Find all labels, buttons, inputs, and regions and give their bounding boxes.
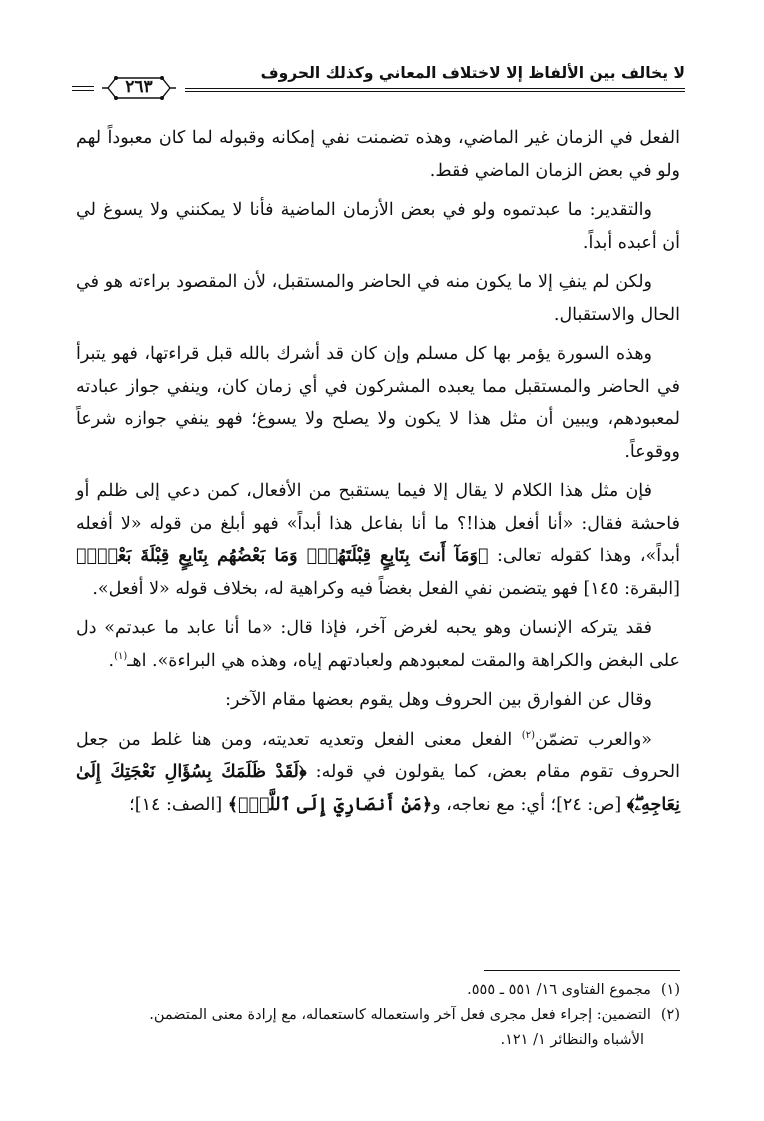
footnotes: [76, 978, 680, 1053]
footnote-text: التضمين: إجراء فعل مجرى فعل آخر واستعماله كاستعماله، مع إرادة معنى المتضمن.: [149, 1007, 651, 1023]
footnote-2-continuation: الأشباه والنظائر ١/ ١٢١.: [500, 1032, 644, 1048]
footnote-separator: [484, 970, 680, 971]
paragraph-1: الفعل في الزمان غير الماضي، وهذه تضمنت نفي إمكانه وقبوله لما كان معبوداً لهم ولو في بعض الزمان الماضي فقط.: [76, 128, 680, 181]
footnote-ref-1: (١): [114, 650, 128, 662]
header-rule-left: [72, 86, 94, 91]
footnote-1: [76, 978, 680, 1003]
paragraph-5-text-b: [البقرة: ١٤٥] فهو يتضمن نفي الفعل بغضاً فيه وكراهية له، بخلاف قوله «لا أفعل».: [92, 578, 680, 599]
paragraph-5-text-a: فإن مثل هذا الكلام لا يقال إلا فيما يستقبح من الأفعال، كمن دعي إلى ظلم أو فاحشة فقال: «أنا أفعل هذا!؟ ما أنا بفاعل هذا أبداً» فهو أبلغ من قوله «لا أفعله أبداً»، وهذا كقوله تعالى:: [76, 481, 680, 566]
paragraph-6-end: .: [108, 650, 115, 671]
footnote-number: (١): [660, 982, 680, 998]
footnote-2: [76, 1003, 680, 1028]
quran-verse-sad: ﴿لَقَدْ ظَلَمَكَ بِسُؤَالِ نَعْجَتِكَ إِلَىٰ نِعَاجِهِۦۖ﴾: [76, 762, 680, 815]
quran-verse-baqarah: ﴿وَمَآ أَنتَ بِتَابِعٍ قِبْلَتَهُمْۚ وَمَا بَعْضُهُم بِتَابِعٍ قِبْلَةَ بَعْضٍۚ﴾: [76, 546, 489, 566]
footnote-number: (٢): [660, 1007, 680, 1023]
paragraph-2: والتقدير: ما عبدتموه ولو في بعض الأزمان الماضية فأنا لا يمكنني ولا يسوغ لي أن أعبده أبداً.: [76, 200, 680, 253]
page-header: [80, 62, 685, 102]
footnote-ref-2: (٢): [521, 729, 535, 741]
paragraph-6-text: فقد يتركه الإنسان وهو يحبه لغرض آخر، فإذا قال: «ما أنا عابد ما عبدتم» دل على البغض والكراهة والمقت لمعبودهم ولعبادتهم إياه، وهذه هي البراءة». اهـ: [76, 618, 680, 671]
page-number-ornament: [100, 74, 178, 102]
paragraph-7: وقال عن الفوارق بين الحروف وهل يقوم بعضها مقام الآخر:: [225, 690, 652, 710]
paragraph-8-text-a: «والعرب تضمّن: [534, 729, 652, 750]
footnote-text: مجموع الفتاوى ١٦/ ٥٥١ ـ ٥٥٥.: [467, 982, 651, 998]
paragraph-3: ولكن لم ينفِ إلا ما يكون منه في الحاضر والمستقبل، لأن المقصود براءته هو في الحال والاستقبال.: [76, 272, 680, 325]
paragraph-6: [76, 612, 680, 677]
header-rule: [185, 88, 685, 92]
paragraph-4: وهذه السورة يؤمر بها كل مسلم وإن كان قد أشرك بالله قبل قراءتها، فهو يتبرأ في الحاضر والمستقبل مما يعبده المشركون في أي زمان كان، وينفي جواز عبادته لمعبودهم، ويبين أن مثل هذا لا يكون ولا يصلح ولا يسوغ؛ فهو ينفي جوازه شرعاً ووقوعاً.: [76, 344, 680, 462]
paragraph-5: [76, 475, 680, 605]
main-text: [76, 122, 680, 828]
running-title: لا يخالف بين الألفاظ إلا لاختلاف المعاني وكذلك الحروف: [260, 64, 685, 82]
page-number: ٢٦٣: [125, 77, 153, 97]
paragraph-8-text-d: [الصف: ١٤]؛: [129, 794, 228, 815]
paragraph-8-text-c: [ص: ٢٤]؛ أي: مع نعاجه، و: [432, 794, 627, 815]
paragraph-8: [76, 724, 680, 822]
paragraph-8-text-b: الفعل معنى الفعل وتعديه تعديته، ومن هنا غلط من جعل الحروف تقوم مقام بعض، كما يقولون في قوله:: [76, 729, 680, 782]
quran-verse-saff: ﴿مَنْ أَنصَارِيٓ إِلَى ٱللَّهِۖ﴾: [227, 794, 433, 815]
